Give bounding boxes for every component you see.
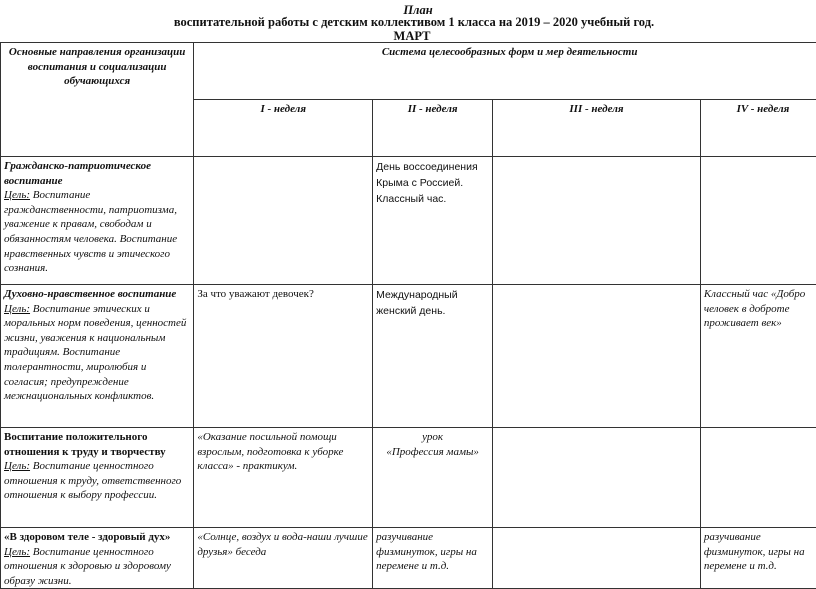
week-2-cell [373,285,493,428]
cell-text: урок «Профессия мамы» [376,430,489,459]
week-1-cell [194,528,373,589]
week-4-cell [700,157,816,285]
cell-text: «Солнце, воздух и вода-наши лучшие друзья» беседа [197,530,369,559]
direction-cell [1,428,194,528]
week-3-cell [493,285,701,428]
week-3-header: III - неделя [493,100,701,157]
cell-text: разучивание физминуток, игры на перемене и т.д. [704,530,816,574]
system-header: Система целесообразных форм и мер деятельности [194,43,816,100]
table-row [1,157,816,285]
week-4-cell [700,285,816,428]
week-1-cell [194,428,373,528]
cell-text: «Оказание посильной помощи взрослым, подготовка к уборке класса» - практикум. [197,430,369,474]
week-3-cell [493,428,701,528]
direction-name: Духовно-нравственное воспитание [4,287,190,302]
cell-text: Международный женский день. [376,287,489,319]
week-2-cell [373,428,493,528]
week-3-cell [493,157,701,285]
week-4-header: IV - неделя [700,100,816,157]
table-row [1,285,816,428]
goal-text: Воспитание этических и моральных норм поведения, ценностей жизни, уважения к национальным традициям. Воспитание толерантности, миролюбия и согласия; предупреждение межнациональных конфликтов. [4,303,186,403]
week-1-cell [194,157,373,285]
goal-label: Цель: [4,460,30,472]
week-4-cell [700,528,816,589]
direction-cell [1,157,194,285]
week-2-header: II - неделя [373,100,493,157]
table-row [1,528,816,589]
week-2-cell [373,157,493,285]
goal-label: Цель: [4,189,30,201]
directions-header: Основные направления организации воспитания и социализации обучающихся [1,43,194,157]
cell-text: Классный час «Добро человек в доброте проживает век» [704,287,816,331]
week-1-header: I - неделя [194,100,373,157]
plan-subtitle: воспитательной работы с детским коллективом 1 класса на 2019 – 2020 учебный год. [6,15,816,30]
cell-text: За что уважают девочек? [197,287,369,302]
plan-title: План [10,3,816,18]
goal-text: Воспитание ценностного отношения к здоровью и здоровому образу жизни. [4,546,171,587]
plan-table [0,42,816,589]
cell-text: День воссоединения Крыма с Россией. Классный час. [376,159,489,207]
direction-name: Гражданско-патриотическое воспитание [4,159,190,188]
goal-text: Воспитание гражданственности, патриотизма, уважение к правам, свободам и обязанностям человека. Воспитание нравственных чувств и этического сознания. [4,189,177,274]
direction-cell [1,528,194,589]
direction-cell [1,285,194,428]
month-title: МАРТ [4,29,816,44]
week-3-cell [493,528,701,589]
goal-label: Цель: [4,303,30,315]
table-row [1,428,816,528]
week-2-cell [373,528,493,589]
direction-name: «В здоровом теле - здоровый дух» [4,530,190,545]
header-row [1,43,816,100]
week-4-cell [700,428,816,528]
direction-name: Воспитание положительного отношения к труду и творчеству [4,430,190,459]
cell-text: разучивание физминуток, игры на перемене и т.д. [376,530,489,574]
week-1-cell [194,285,373,428]
goal-label: Цель: [4,546,30,558]
goal-text: Воспитание ценностного отношения к труду, ответственного отношения к выбору профессии. [4,460,181,501]
